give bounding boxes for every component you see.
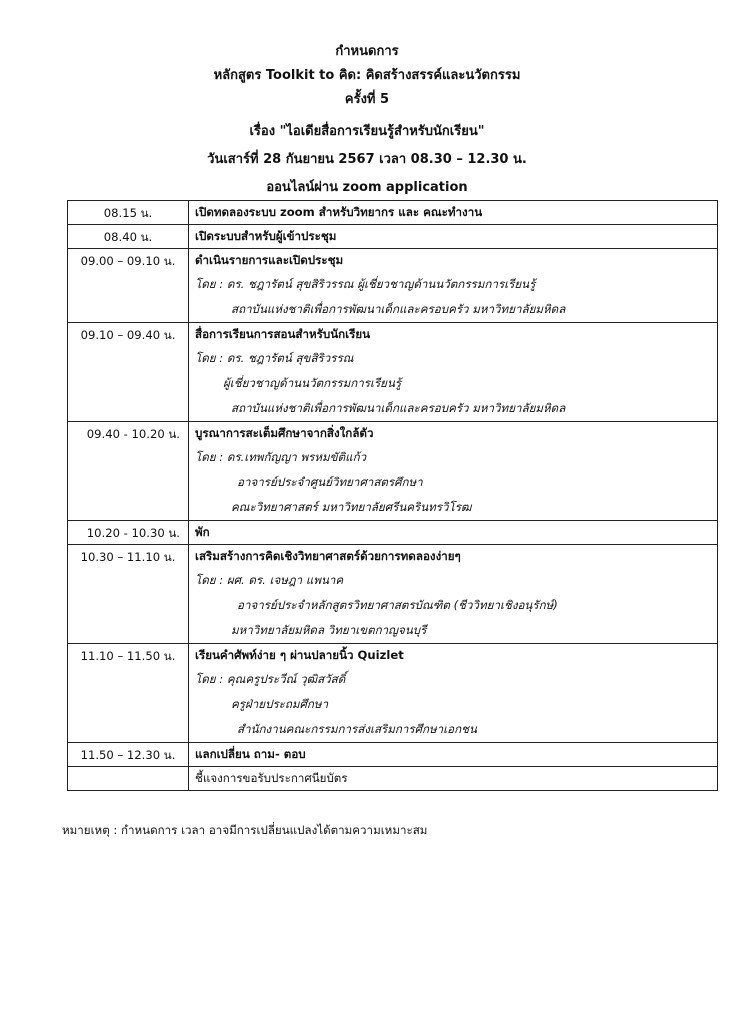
row-title: เปิดระบบสำหรับผู้เข้าประชุม xyxy=(195,229,337,243)
position-line: อาจารย์ประจำหลักสูตรวิทยาศาสตรบัณฑิต (ชีววิทยาเชิงอนุรักษ์) xyxy=(237,598,558,612)
speaker-line: โดย : ดร. ชฎารัตน์ สุขสิริวรรณ ผู้เชี่ยวชาญด้านนวัตกรรมการเรียนรู้ xyxy=(195,277,536,291)
row-time: 08.40 น. xyxy=(68,225,189,249)
position-line: ครูฝ่ายประถมศึกษา xyxy=(231,697,329,711)
certificate-info: ชี้แจงการขอรับประกาศนียบัตร xyxy=(195,771,348,785)
table-row xyxy=(68,201,718,225)
position-line: ผู้เชี่ยวชาญด้านนวัตกรรมการเรียนรู้ xyxy=(223,376,402,390)
table-row xyxy=(68,422,718,521)
row-time: 10.20 - 10.30 น. xyxy=(68,521,189,545)
affiliation-line: สถาบันแห่งชาติเพื่อการพัฒนาเด็กและครอบครัว มหาวิทยาลัยมหิดล xyxy=(231,401,566,415)
row-title: พัก xyxy=(195,525,210,539)
header-title: กำหนดการ xyxy=(335,44,399,59)
speaker-line: โดย : คุณครูประวีณ์ วุฒิสวัสดิ์ xyxy=(195,672,346,686)
footnote: หมายเหตุ : กำหนดการ เวลา อาจมีการเปลี่ยนแปลงได้ตามความเหมาะสม xyxy=(62,823,428,837)
affiliation-line: สำนักงานคณะกรรมการส่งเสริมการศึกษาเอกชน xyxy=(237,722,477,736)
row-title: สื่อการเรียนการสอนสำหรับนักเรียน xyxy=(195,327,371,341)
speaker-line: โดย : ผศ. ดร. เจษฎา แพนาค xyxy=(195,573,344,587)
row-title: เรียนคำศัพท์ง่าย ๆ ผ่านปลายนิ้ว Quizlet xyxy=(195,648,404,662)
course-name: หลักสูตร Toolkit to คิด: คิดสร้างสรรค์และนวัตกรรม xyxy=(213,68,521,83)
session-number: ครั้งที่ 5 xyxy=(344,92,390,107)
session-date: วันเสาร์ที่ 28 กันยายน 2567 เวลา 08.30 – 12.30 น. xyxy=(207,152,527,167)
position-line: อาจารย์ประจำศูนย์วิทยาศาสตรศึกษา xyxy=(237,475,423,489)
table-row xyxy=(68,323,718,422)
row-time xyxy=(68,767,189,791)
row-title: เปิดทดลองระบบ zoom สำหรับวิทยากร และ คณะทำงาน xyxy=(195,205,483,219)
row-time: 11.10 – 11.50 น. xyxy=(68,644,189,743)
row-title: เสริมสร้างการคิดเชิงวิทยาศาสตร์ด้วยการทดลองง่ายๆ xyxy=(195,549,461,563)
session-topic: เรื่อง "ไอเดียสื่อการเรียนรู้สำหรับนักเรียน" xyxy=(249,124,485,139)
table-row xyxy=(68,743,718,767)
table-row xyxy=(68,767,718,791)
row-time: 09.00 – 09.10 น. xyxy=(68,249,189,323)
affiliation-line: คณะวิทยาศาสตร์ มหาวิทยาลัยศรีนครินทรวิโรฒ xyxy=(231,500,472,514)
speaker-line: โดย : ดร.เทพกัญญา พรหมขัติแก้ว xyxy=(195,450,367,464)
row-time: 09.40 - 10.20 น. xyxy=(68,422,189,521)
table-row xyxy=(68,521,718,545)
table-row xyxy=(68,644,718,743)
row-time: 10.30 – 11.10 น. xyxy=(68,545,189,644)
row-title: ดำเนินรายการและเปิดประชุม xyxy=(195,253,344,267)
row-time: 08.15 น. xyxy=(68,201,189,225)
document-header xyxy=(0,40,734,200)
schedule-table xyxy=(67,200,718,791)
row-title: แลกเปลี่ยน ถาม- ตอบ xyxy=(195,747,306,761)
affiliation-line: มหาวิทยาลัยมหิดล วิทยาเขตกาญจนบุรี xyxy=(231,623,427,637)
row-time: 09.10 – 09.40 น. xyxy=(68,323,189,422)
table-row xyxy=(68,545,718,644)
table-row xyxy=(68,249,718,323)
affiliation-line: สถาบันแห่งชาติเพื่อการพัฒนาเด็กและครอบครัว มหาวิทยาลัยมหิดล xyxy=(231,302,566,316)
row-time: 11.50 – 12.30 น. xyxy=(68,743,189,767)
table-row xyxy=(68,225,718,249)
row-title: บูรณาการสะเต็มศึกษาจากสิ่งใกล้ตัว xyxy=(195,426,374,440)
speaker-line: โดย : ดร. ชฎารัตน์ สุขสิริวรรณ xyxy=(195,351,354,365)
session-venue: ออนไลน์ผ่าน zoom application xyxy=(266,180,468,195)
